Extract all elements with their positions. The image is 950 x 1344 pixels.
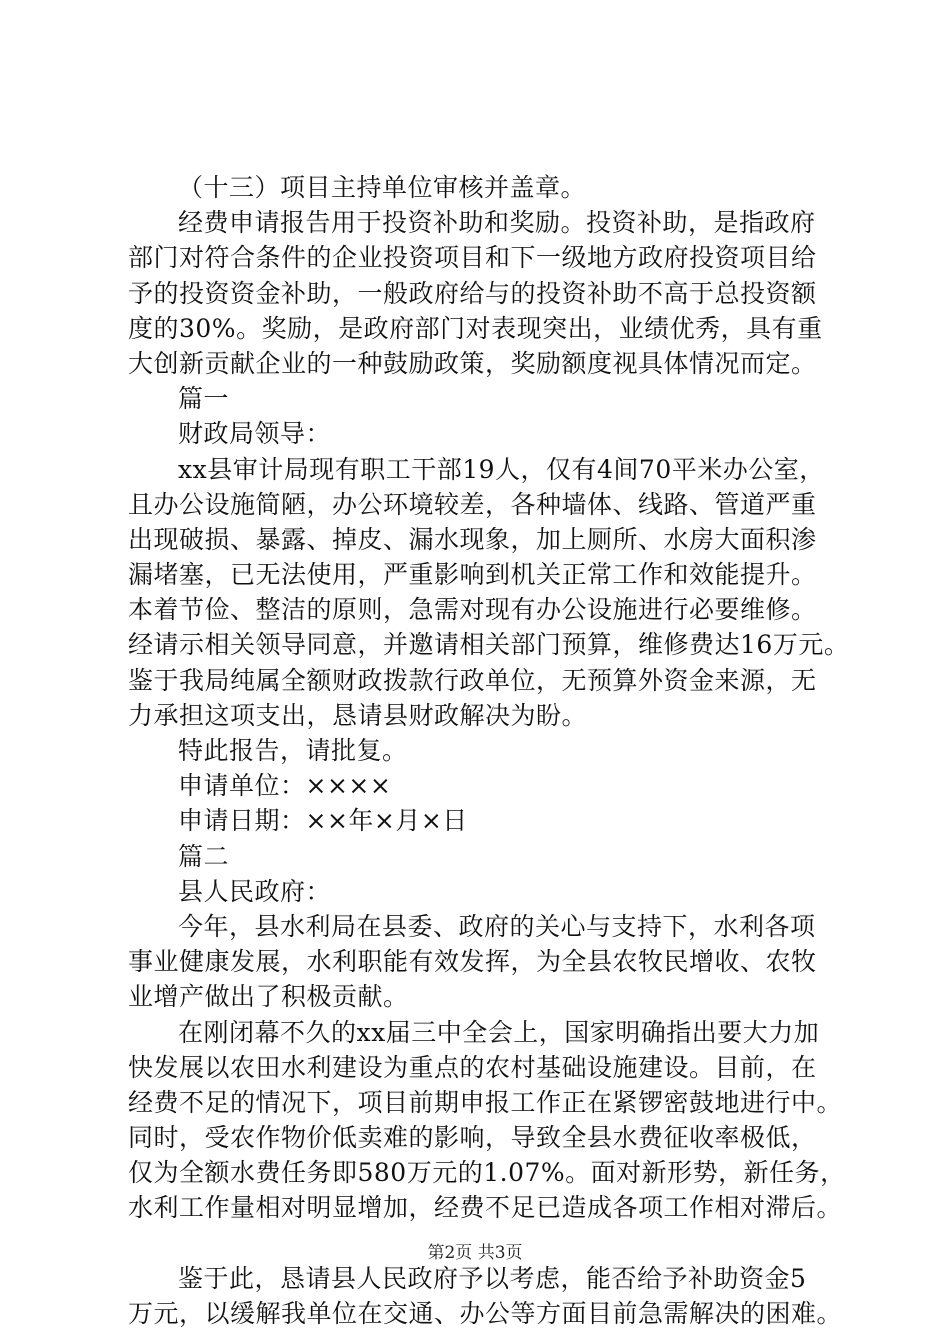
text-line: 经费申请报告用于投资补助和奖励。投资补助，是指政府 (178, 208, 816, 238)
text-line: 事业健康发展，水利职能有效发挥，为全县农牧民增收、农牧 (128, 947, 817, 977)
text-line: 本着节俭、整洁的原则，急需对现有办公设施进行必要维修。 (128, 595, 817, 625)
text-line: 同时，受农作物价低卖难的影响，导致全县水费征收率极低， (128, 1123, 817, 1153)
text-line: （十三）项目主持单位审核并盖章。 (178, 173, 587, 202)
text-line: 仅为全额水费任务即580万元的1.07%。面对新形势，新任务， (128, 1158, 846, 1188)
text-line: xx县审计局现有职工干部19人，仅有4间70平米办公室， (178, 454, 825, 484)
text-line: 申请日期：××年×月×日 (178, 806, 468, 836)
text-line: 申请单位：×××× (178, 771, 392, 801)
text-line: 在刚闭幕不久的xx届三中全会上，国家明确指出要大力加 (178, 1017, 820, 1047)
text-line: 力承担这项支出，恳请县财政解决为盼。 (128, 700, 588, 730)
text-line: 县人民政府： (178, 876, 332, 906)
text-line: 特此报告，请批复。 (178, 736, 408, 765)
text-line: 业增产做出了积极贡献。 (128, 982, 409, 1012)
text-line: 鉴于此，恳请县人民政府予以考虑，能否给予补助资金5 (178, 1263, 807, 1293)
text-line: 大创新贡献企业的一种鼓励政策，奖励额度视具体情况而定。 (128, 348, 817, 378)
text-line: 部门对符合条件的企业投资项目和下一级地方政府投资项目给 (128, 243, 817, 273)
text-line: 财政局领导： (178, 419, 332, 449)
text-line: 经费不足的情况下，项目前期申报工作正在紧锣密鼓地进行中。 (128, 1087, 843, 1117)
document-body (128, 170, 858, 1331)
text-line: 快发展以农田水利建设为重点的农村基础设施建设。目前，在 (128, 1052, 817, 1082)
text-line: 篇二 (178, 841, 230, 871)
text-line: 度的30%。奖励，是政府部门对表现突出，业绩优秀，具有重 (128, 313, 823, 343)
text-line: 且办公设施简陋，办公环境较差，各种墙体、线路、管道严重 (128, 489, 817, 519)
text-line: 出现破损、暴露、掉皮、漏水现象，加上厕所、水房大面积渗 (128, 524, 817, 554)
text-line: 今年，县水利局在县委、政府的关心与支持下，水利各项 (178, 911, 816, 941)
page-footer: 第2页 共3页 (427, 1243, 523, 1263)
text-line: 鉴于我局纯属全额财政拨款行政单位，无预算外资金来源，无 (128, 665, 817, 695)
text-line: 经请示相关领导同意，并邀请相关部门预算，维修费达16万元。 (128, 630, 850, 660)
text-line: 漏堵塞，已无法使用，严重影响到机关正常工作和效能提升。 (128, 560, 817, 590)
text-line: 水利工作量相对明显增加，经费不足已造成各项工作相对滞后。 (128, 1193, 843, 1223)
text-line: 篇一 (178, 384, 230, 414)
text-line: 万元，以缓解我单位在交通、办公等方面目前急需解决的困难。 (128, 1299, 843, 1328)
text-line: 予的投资资金补助，一般政府给与的投资补助不高于总投资额 (128, 278, 817, 308)
